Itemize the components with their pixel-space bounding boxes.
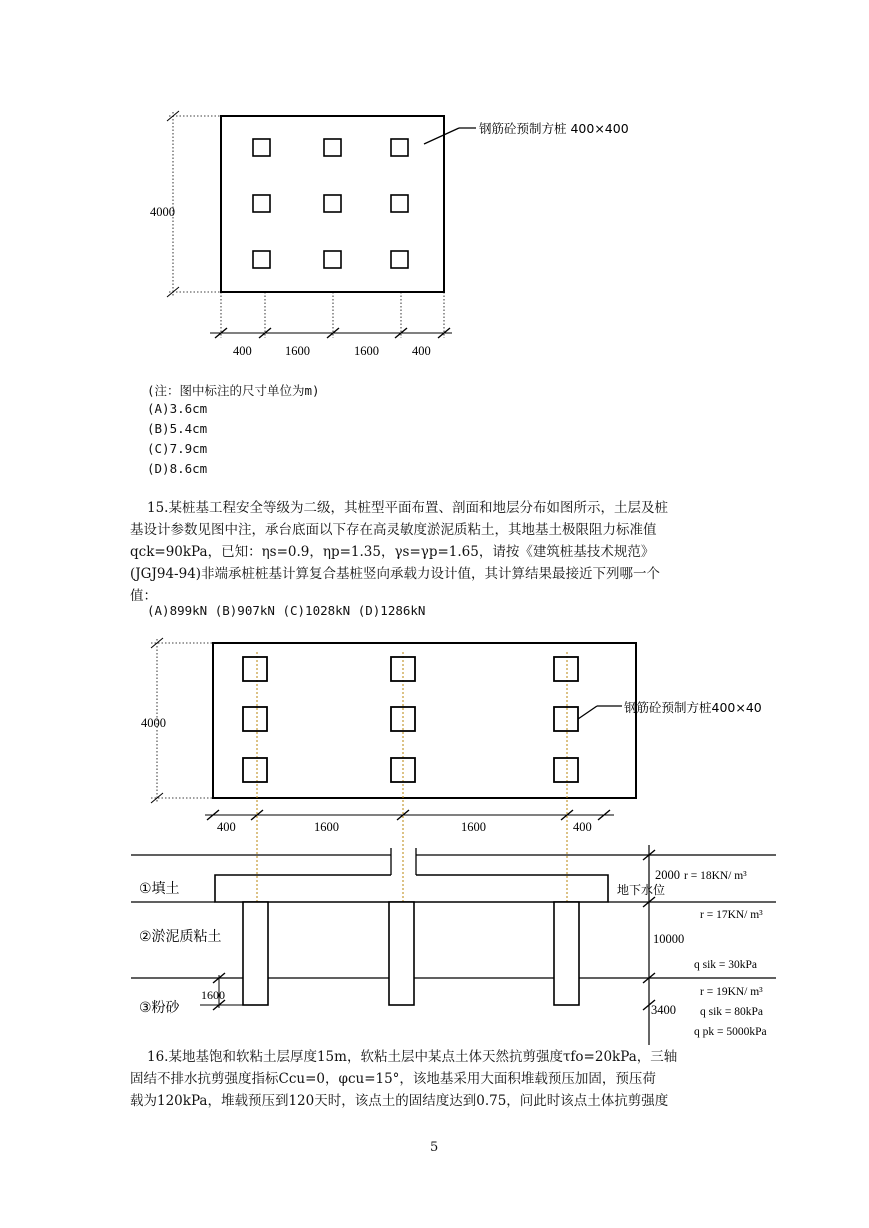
pile bbox=[253, 139, 270, 156]
figure-2-pile-section bbox=[0, 630, 869, 1050]
pile bbox=[253, 251, 270, 268]
q15-line: 15.某桩基工程安全等级为二级，其桩型平面布置、剖面和地层分布如图所示，土层及桩 bbox=[147, 500, 668, 516]
q15-line: qck=90kPa，已知：ηs=0.9，ηp=1.35，γs=γp=1.65，请按《建筑桩基技术规范》 bbox=[130, 544, 655, 560]
q14-option-b: (B)5.4cm bbox=[147, 421, 208, 436]
dim-label: 400 bbox=[233, 344, 252, 358]
q16-line: 16.某地基饱和软粘土层厚度15m，软粘土层中某点土体天然抗剪强度τfo=20kPa，三轴 bbox=[147, 1049, 678, 1065]
pile-cap-section bbox=[215, 875, 608, 902]
q14-option-d: (D)8.6cm bbox=[147, 461, 208, 476]
pile bbox=[324, 251, 341, 268]
soil-param: q pk = 5000kPa bbox=[694, 1026, 767, 1038]
q15-line: 值： bbox=[130, 588, 157, 604]
dim-label: 400 bbox=[412, 344, 431, 358]
q16-line: 固结不排水抗剪强度指标Ccu=0，φcu=15°，该地基采用大面积堆载预压加固，预压荷 bbox=[130, 1071, 656, 1087]
embed-dim-label: 1600 bbox=[201, 988, 225, 1002]
q15-line: (JGJ94-94)非端承桩桩基计算复合基桩竖向承载力设计值，其计算结果最接近下列哪一个 bbox=[130, 566, 661, 582]
pile bbox=[391, 139, 408, 156]
pile bbox=[554, 657, 578, 681]
depth-label: 2000 bbox=[655, 868, 680, 882]
soil-param: r = 18KN/ m³ bbox=[684, 870, 747, 882]
pile-cap-outline bbox=[213, 643, 636, 798]
pile bbox=[253, 195, 270, 212]
pile-label-leader bbox=[424, 128, 459, 144]
height-dim-label: 4000 bbox=[141, 716, 166, 730]
soil-param: q sik = 80kPa bbox=[700, 1006, 764, 1018]
pile bbox=[243, 758, 267, 782]
pile-grid bbox=[243, 657, 578, 782]
q16-line: 载为120kPa，堆载预压到120天时，该点土的固结度达到0.75，问此时该点土体抗剪强度 bbox=[130, 1093, 669, 1109]
dim-label: 1600 bbox=[285, 344, 310, 358]
pile-label: 钢筋砼预制方桩400×40 bbox=[624, 700, 762, 715]
dim-label: 1600 bbox=[354, 344, 379, 358]
q15-line: 基设计参数见图中注，承台底面以下存在高灵敏度淤泥质粘土，其地基土极限阻力标准值 bbox=[130, 522, 657, 538]
pile-section bbox=[243, 902, 579, 1005]
dim-label: 1600 bbox=[461, 820, 486, 834]
dim-label: 1600 bbox=[314, 820, 339, 834]
pile bbox=[391, 707, 415, 731]
height-dimension bbox=[169, 112, 221, 297]
pile bbox=[391, 195, 408, 212]
soil-param: r = 17KN/ m³ bbox=[700, 909, 763, 921]
q14-note: (注：图中标注的尺寸单位为m) bbox=[147, 383, 320, 398]
pile bbox=[324, 195, 341, 212]
pile-grid bbox=[253, 139, 408, 268]
q14-option-c: (C)7.9cm bbox=[147, 441, 208, 456]
pile bbox=[324, 139, 341, 156]
width-dimension bbox=[221, 292, 444, 338]
pile-label: 钢筋砼预制方桩 400×400 bbox=[479, 121, 629, 136]
page-number: 5 bbox=[430, 1140, 439, 1155]
dim-label: 400 bbox=[217, 820, 236, 834]
figure-1-pile-plan bbox=[0, 0, 869, 370]
depth-label: 10000 bbox=[653, 932, 685, 946]
pile-label-leader bbox=[578, 706, 597, 719]
pile bbox=[391, 251, 408, 268]
pile-cap-outline bbox=[221, 116, 444, 292]
q15-options: (A)899kN (B)907kN (C)1028kN (D)1286kN bbox=[147, 603, 426, 618]
water-table-label: 地下水位 bbox=[617, 883, 666, 897]
layer-label: ③粉砂 bbox=[139, 1000, 180, 1016]
dim-label: 400 bbox=[573, 820, 592, 834]
soil-param: r = 19KN/ m³ bbox=[700, 986, 763, 998]
layer-label: ②淤泥质粘土 bbox=[139, 929, 222, 945]
height-dim-label: 4000 bbox=[150, 205, 175, 219]
pile bbox=[554, 758, 578, 782]
depth-label: 3400 bbox=[651, 1003, 676, 1017]
soil-param: q sik = 30kPa bbox=[694, 959, 758, 971]
pile bbox=[243, 657, 267, 681]
pile bbox=[243, 707, 267, 731]
layer-label: ①填土 bbox=[139, 881, 180, 897]
q14-option-a: (A)3.6cm bbox=[147, 401, 208, 416]
pile bbox=[554, 707, 578, 731]
